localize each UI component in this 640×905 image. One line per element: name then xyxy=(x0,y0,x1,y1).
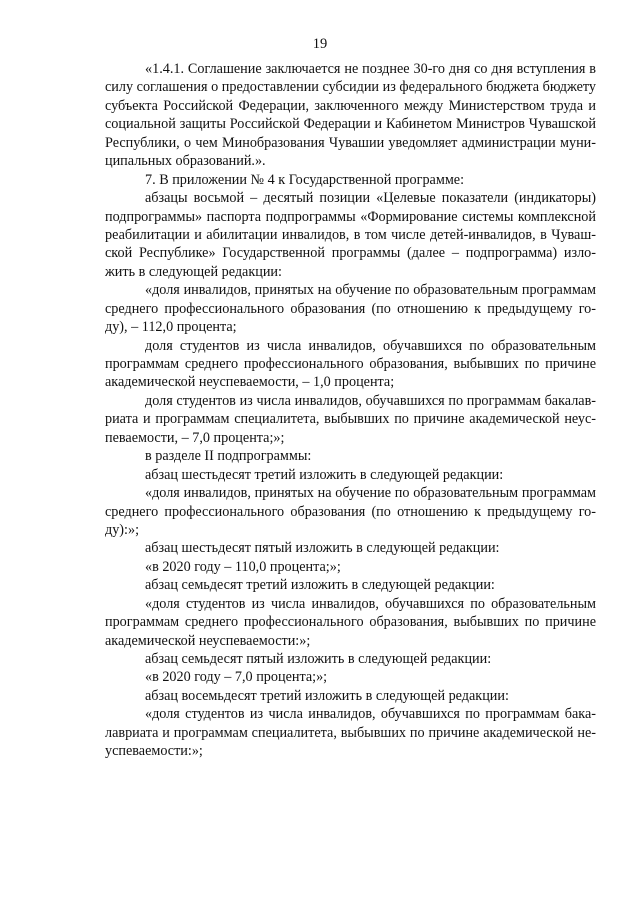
text-line: силу соглашения о предоставлении субсидии из федерального бюджета бюджету xyxy=(105,79,596,96)
text-line: «в 2020 году – 7,0 процента;»; xyxy=(145,669,328,686)
text-line: «доля студентов из числа инвалидов, обучавшихся по программам бака- xyxy=(145,706,596,723)
text-line: среднего профессионального образования (по отношению к предыдущему го- xyxy=(105,503,596,520)
text-line: реабилитации и абилитации инвалидов, в том числе детей-инвалидов, в Чуваш- xyxy=(105,226,596,243)
text-line: академической неуспеваемости:»; xyxy=(105,632,311,649)
text-line: лавриата и программам специалитета, выбывших по причине академической не- xyxy=(105,724,596,741)
text-line: абзац шестьдесят третий изложить в следующей редакции: xyxy=(145,466,504,483)
text-line: доля студентов из числа инвалидов, обучавшихся по программам бакалав- xyxy=(145,392,596,409)
text-line: абзац шестьдесят пятый изложить в следующей редакции: xyxy=(145,540,500,557)
text-line: программам среднего профессионального образования, выбывших по причине xyxy=(105,356,596,372)
text-line: абзацы восьмой – десятый позиции «Целевые показатели (индикаторы) xyxy=(145,190,596,207)
text-line: жить в следующей редакции: xyxy=(105,263,282,280)
text-line: абзац семьдесят третий изложить в следующей редакции: xyxy=(145,577,495,594)
text-line: программам среднего профессионального образования, выбывших по причине xyxy=(105,614,596,631)
text-line: риата и программам специалитета, выбывших по причине академической неус- xyxy=(105,411,596,428)
text-line: Республики, о чем Минобразования Чувашии уведомляет администрации муни- xyxy=(105,134,596,151)
document-body xyxy=(105,60,596,761)
text-line: в разделе II подпрограммы: xyxy=(145,448,312,465)
text-line: ской Республике» Государственной программы (далее – подпрограмма) изло- xyxy=(105,245,596,262)
text-line: доля студентов из числа инвалидов, обучавшихся по образовательным xyxy=(145,337,596,354)
text-line: абзац семьдесят пятый изложить в следующей редакции: xyxy=(145,651,492,667)
text-line: успеваемости:»; xyxy=(105,743,203,760)
text-line: ду):»; xyxy=(105,521,140,538)
text-line: абзац восемьдесят третий изложить в следующей редакции: xyxy=(145,687,509,704)
text-line: «1.4.1. Соглашение заключается не позднее 30-го дня со дня вступления в xyxy=(145,61,596,77)
text-line: социальной защиты Российской Федерации и Кабинетом Министров Чувашской xyxy=(105,116,596,133)
text-line: ципальных образований.». xyxy=(105,153,266,170)
text-line: «доля студентов из числа инвалидов, обучавшихся по образовательным xyxy=(145,595,596,612)
text-line: «доля инвалидов, принятых на обучение по образовательным программам xyxy=(145,485,596,502)
text-line: «доля инвалидов, принятых на обучение по образовательным программам xyxy=(145,282,596,299)
text-line: подпрограммы» паспорта подпрограммы «Формирование системы комплексной xyxy=(105,208,596,225)
text-line: ду), – 112,0 процента; xyxy=(105,319,237,336)
text-line: субъекта Российской Федерации, заключенного между Министерством труда и xyxy=(105,97,596,114)
text-line: «в 2020 году – 110,0 процента;»; xyxy=(145,558,341,575)
text-line: среднего профессионального образования (по отношению к предыдущему го- xyxy=(105,300,596,317)
text-line: 7. В приложении № 4 к Государственной программе: xyxy=(145,171,465,188)
text-line: академической неуспеваемости, – 1,0 процента; xyxy=(105,374,395,391)
text-line: певаемости, – 7,0 процента;»; xyxy=(105,429,285,446)
page-number: 19 xyxy=(312,36,328,52)
